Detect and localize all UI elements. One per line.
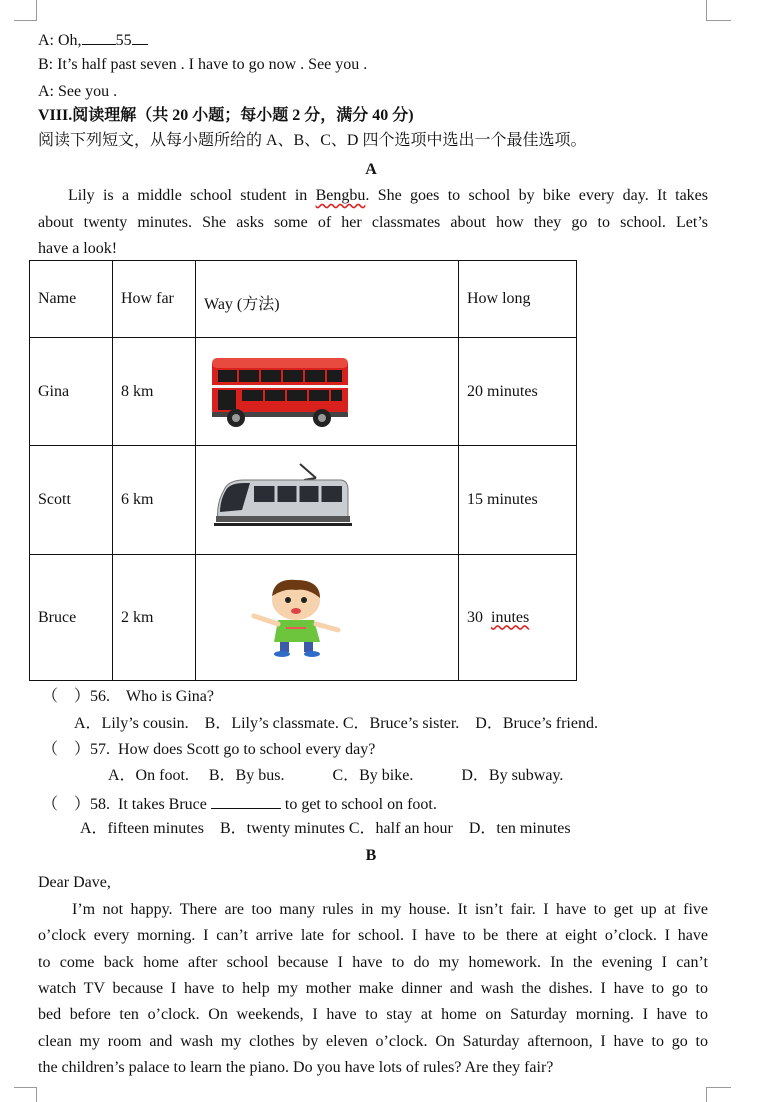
answer-paren[interactable]: （ ）: [42, 741, 91, 758]
question-57: [42, 740, 375, 760]
blank-number: 55: [115, 32, 132, 49]
speaker-label: A:: [38, 83, 54, 100]
section-heading: VIII.阅读理解（共 20 小题；每小题 2 分，满分 40 分): [38, 107, 414, 124]
table-header-row: [30, 261, 577, 338]
header-way: Way (方法): [196, 261, 459, 338]
question-text: It takes Bruce: [118, 796, 207, 813]
dialog-text: See you .: [58, 83, 118, 100]
cell-way: [196, 446, 459, 555]
cell-name: Bruce: [30, 555, 113, 681]
cell-way: [196, 555, 459, 681]
cell-far: 2 km: [113, 555, 196, 681]
section-instruction: 阅读下列短文，从每小题所给的 A、B、C、D 四个选项中选出一个最佳选项。: [38, 132, 587, 149]
letter-line: to come back home after school because I have to do my homework. In the evening I can’t: [38, 954, 708, 971]
cell-long: 30 inutes: [459, 555, 577, 681]
header-name: Name: [30, 261, 113, 338]
passage-a-label: A: [365, 161, 377, 178]
question-text: to get to school on foot.: [284, 796, 437, 813]
cell-far: 8 km: [113, 338, 196, 446]
cell-name: Gina: [30, 338, 113, 446]
header-how-long: How long: [459, 261, 577, 338]
crop-mark-top-left: [14, 0, 37, 21]
answer-blank-tail: [132, 29, 148, 45]
cell-long: 15 minutes: [459, 446, 577, 555]
question-text: How does Scott go to school every day?: [118, 741, 376, 758]
answer-blank[interactable]: [211, 793, 281, 809]
dialog-line-2: [38, 55, 367, 75]
misspelled-word: inutes: [491, 608, 530, 626]
letter-line: the children’s palace to learn the piano. Do you have lots of rules? Are they fair?: [38, 1059, 554, 1076]
letter-line: bed before ten o’clock. On weekends, I have to stay at home on Saturday morning. I have to: [38, 1006, 708, 1023]
speaker-label: B:: [38, 56, 54, 73]
passage-a-intro-line-2: about twenty minutes. She asks some of her classmates about how they go to school. Let’s: [38, 214, 708, 231]
question-number: 57.: [90, 741, 111, 758]
dialog-text: Oh,: [58, 32, 82, 49]
table-row: [30, 338, 577, 446]
passage-a-intro-line-1: Lily is a middle school student in Bengbu. She goes to school by bike every day. It takes: [68, 187, 708, 204]
cell-long: 20 minutes: [459, 338, 577, 446]
header-how-far: How far: [113, 261, 196, 338]
dialog-line-3: [38, 82, 117, 102]
answer-paren[interactable]: （ ）: [42, 796, 91, 813]
place-name: Bengbu: [315, 187, 366, 204]
double-decker-bus-icon: [204, 352, 354, 432]
question-text: Who is Gina?: [126, 688, 214, 705]
letter-line: o’clock every morning. I can’t arrive late for school. I have to be there at eight o’clock. I have: [38, 927, 708, 944]
dialog-text: It’s half past seven . I have to go now . See you .: [57, 56, 368, 73]
question-number: 56.: [90, 688, 111, 705]
subway-train-icon: [204, 460, 354, 540]
crop-mark-top-right: [706, 0, 731, 21]
speaker-label: A:: [38, 32, 54, 49]
question-56: [42, 687, 214, 707]
question-57-options: A．On foot. B．By bus. C．By bike. D．By subway.: [108, 767, 564, 784]
letter-greeting: Dear Dave,: [38, 874, 111, 891]
transport-table: [29, 260, 577, 681]
passage-a-intro-line-3: have a look!: [38, 240, 118, 257]
passage-b-label: B: [365, 847, 377, 864]
table-row: [30, 555, 577, 681]
answer-paren[interactable]: （ ）: [42, 688, 91, 705]
letter-line: watch TV because I have to help my mother make dinner and wash the dishes. I have to go to: [38, 980, 708, 997]
walking-boy-icon: [234, 578, 384, 658]
cell-name: Scott: [30, 446, 113, 555]
question-58-options: A．fifteen minutes B．twenty minutes C．half an hour D．ten minutes: [80, 820, 571, 837]
question-number: 58.: [90, 796, 111, 813]
answer-blank[interactable]: [82, 29, 116, 45]
letter-line: clean my room and wash my clothes by eleven o’clock. On Saturday afternoon, I have to go to: [38, 1033, 708, 1050]
question-58: [42, 793, 437, 815]
letter-line: I’m not happy. There are too many rules in my house. It isn’t fair. I have to get up at five: [72, 901, 708, 918]
table-row: [30, 446, 577, 555]
cell-far: 6 km: [113, 446, 196, 555]
question-56-options: A．Lily’s cousin. B．Lily’s classmate. C．Bruce’s sister. D．Bruce’s friend.: [74, 715, 598, 732]
cell-way: [196, 338, 459, 446]
dialog-line-1: [38, 29, 148, 51]
